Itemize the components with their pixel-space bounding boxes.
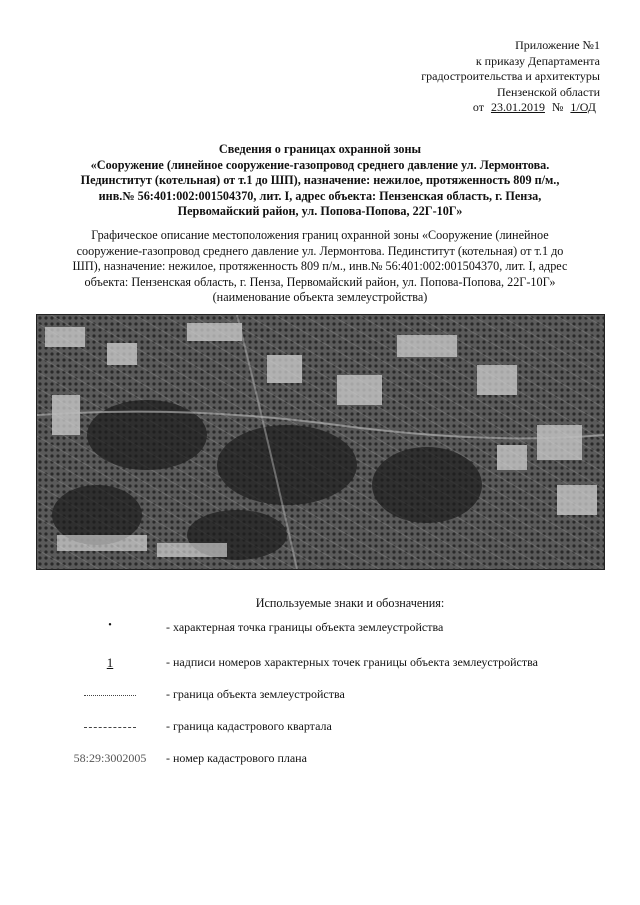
appendix-line-4: Пензенской области bbox=[497, 84, 600, 99]
document-title bbox=[40, 142, 600, 220]
appendix-line-1: Приложение №1 bbox=[515, 38, 600, 52]
title-line-5: Первомайский район, ул. Попова-Попова, 22Г-10Г» bbox=[177, 204, 463, 218]
appendix-number-label: № bbox=[551, 100, 564, 114]
title-line-3: Пединститут (котельная) от т.1 до ШП), назначение: нежилое, протяженность 809 п/м., bbox=[80, 173, 560, 187]
aerial-map-image bbox=[36, 314, 605, 570]
description-line-2: сооружение-газопровод среднего давление ул. Лермонтова. Пединститут (котельная) от т.1 до bbox=[76, 243, 564, 258]
legend-quarter-boundary-symbol bbox=[60, 719, 160, 734]
legend-cadastral-number-symbol: 58:29:3002005 bbox=[73, 751, 147, 765]
legend-row-quarter-boundary bbox=[0, 719, 640, 737]
legend-object-boundary-symbol bbox=[60, 687, 160, 702]
appendix-block bbox=[421, 38, 600, 116]
appendix-number: 1/ОД bbox=[570, 100, 596, 114]
legend-row-point-number bbox=[0, 655, 640, 673]
legend-title: Используемые знаки и обозначения: bbox=[255, 596, 445, 610]
legend-row-cadastral-number bbox=[0, 751, 640, 769]
description-caption: (наименование объекта землеустройства) bbox=[212, 290, 428, 304]
appendix-line-3: градостроительства и архитектуры bbox=[421, 69, 600, 83]
object-boundary-line bbox=[84, 695, 136, 696]
appendix-from-label: от bbox=[472, 100, 484, 114]
title-line-1: Сведения о границах охранной зоны bbox=[218, 142, 422, 156]
legend-point-symbol: • bbox=[108, 620, 112, 631]
legend-number-text: - надписи номеров характерных точек границы объекта землеустройства bbox=[166, 655, 538, 669]
graphic-description bbox=[40, 228, 600, 306]
legend-quarter-boundary-text: - граница кадастрового квартала bbox=[166, 719, 332, 733]
aerial-map-texture bbox=[37, 315, 604, 569]
legend-row-point bbox=[0, 620, 640, 638]
title-line-2: «Сооружение (линейное сооружение-газопровод среднего давление ул. Лермонтова. bbox=[90, 157, 550, 172]
legend-row-object-boundary bbox=[0, 687, 640, 705]
appendix-date: 23.01.2019 bbox=[490, 100, 545, 114]
description-line-3: ШП), назначение: нежилое, протяженность 809 п/м., инв.№ 56:401:002:001504370, лит. I, адрес bbox=[72, 259, 568, 273]
appendix-line-2: к приказу Департамента bbox=[475, 53, 600, 68]
legend-cadastral-number-text: - номер кадастрового плана bbox=[166, 751, 307, 765]
description-line-1: Графическое описание местоположения границ охранной зоны «Сооружение (линейное bbox=[91, 228, 549, 242]
legend-number-symbol: 1 bbox=[106, 655, 114, 670]
title-line-4: инв.№ 56:401:002:001504370, лит. I, адрес объекта: Пензенская область, г. Пенза, bbox=[98, 188, 542, 203]
quarter-boundary-line bbox=[84, 727, 136, 728]
legend-point-text: - характерная точка границы объекта землеустройства bbox=[166, 620, 444, 634]
appendix-date-line bbox=[421, 100, 600, 116]
description-line-4: объекта: Пензенская область, г. Пенза, Первомайский район, ул. Попова-Попова, 22Г-10Г» bbox=[84, 274, 556, 289]
legend-object-boundary-text: - граница объекта землеустройства bbox=[166, 687, 345, 701]
